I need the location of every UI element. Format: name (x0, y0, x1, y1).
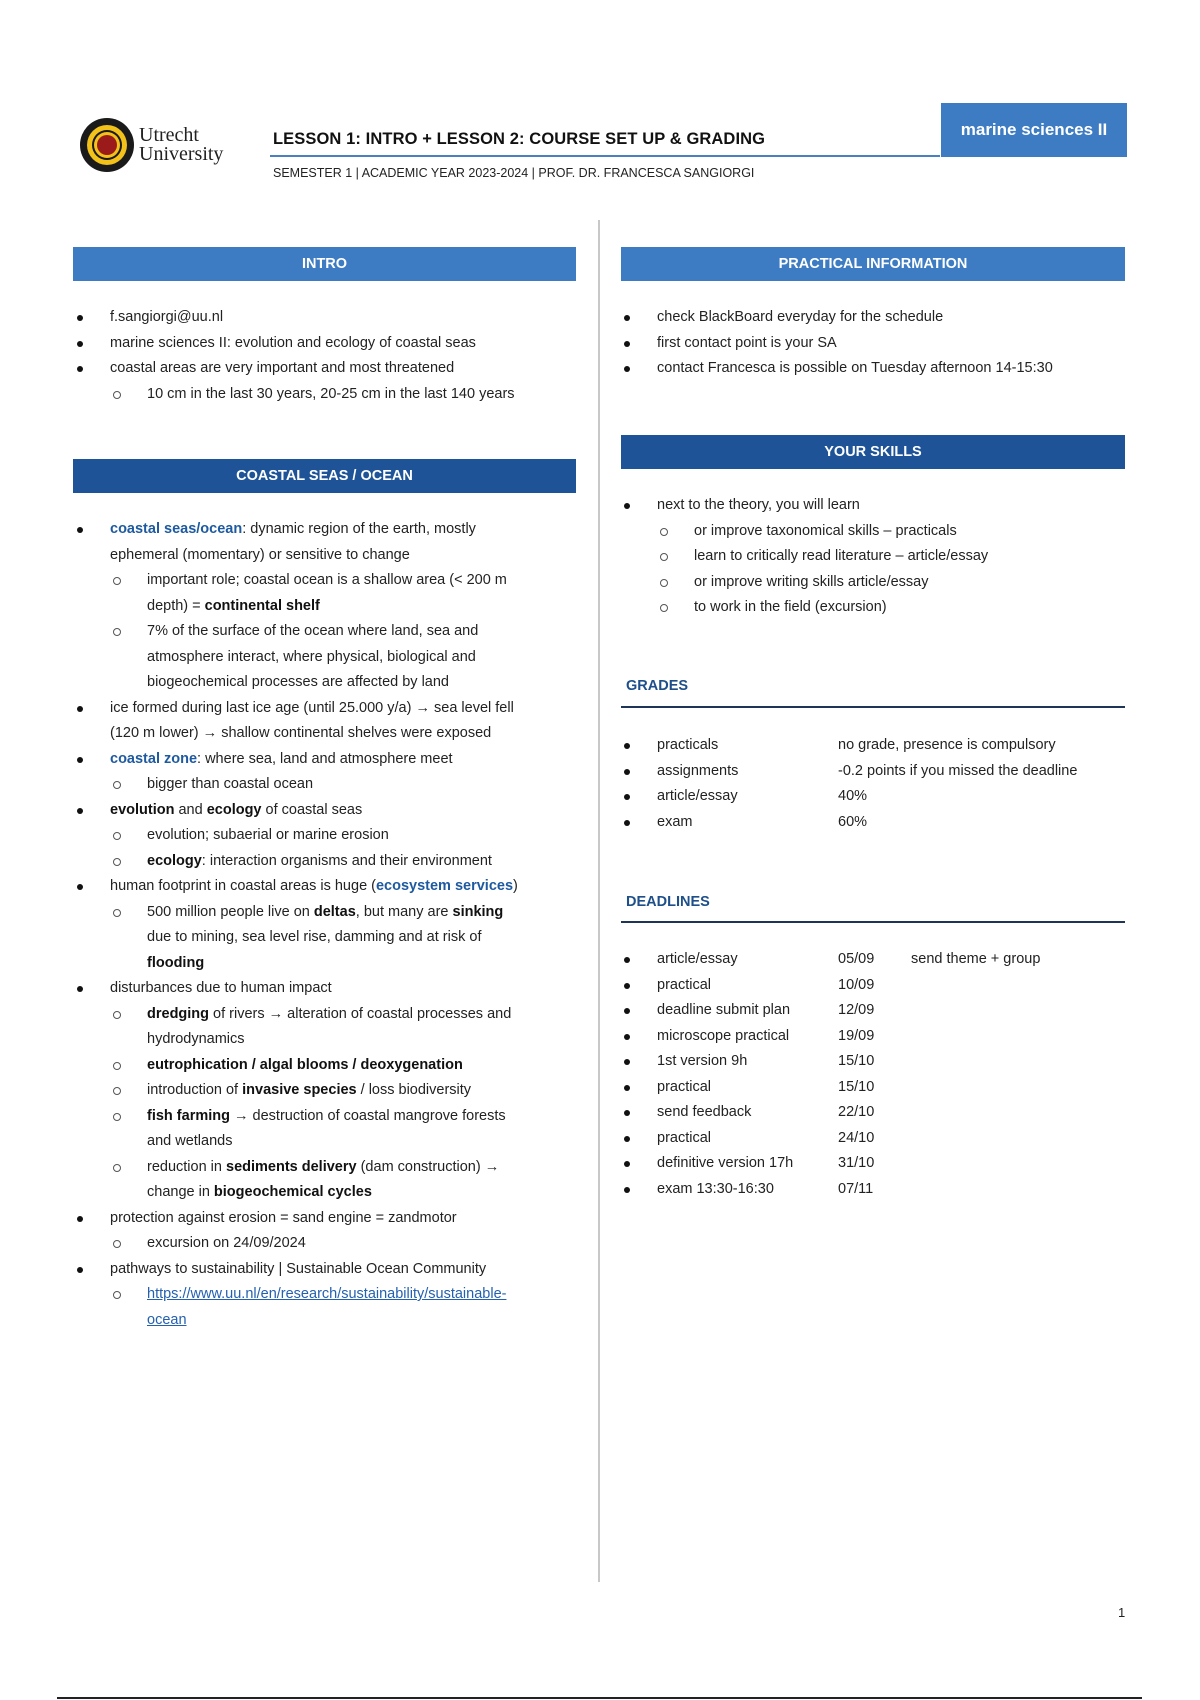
deadline-row (622, 1075, 1132, 1101)
text: hydrodynamics (147, 1031, 245, 1047)
list-item: or improve writing skills article/essay (622, 570, 1142, 596)
text: and wetlands (147, 1133, 233, 1149)
grade-value: 40% (838, 788, 868, 804)
deadline-date: 07/11 (838, 1180, 874, 1197)
grade-value: no grade, presence is compulsory (838, 737, 1056, 753)
term-evolution: evolution (110, 801, 175, 818)
list-item: to work in the field (excursion) (622, 595, 1142, 621)
university-seal-icon (80, 118, 134, 172)
sustainable-ocean-link[interactable] (147, 1286, 506, 1328)
list-item (75, 619, 590, 696)
deadline-row (622, 998, 1132, 1024)
text: → destruction of coastal mangrove forests (229, 1107, 506, 1124)
grade-item: practicals (657, 737, 719, 753)
text: ice formed during last ice age (until 25.000 y/a) → sea level fell (110, 699, 514, 716)
term-flooding: flooding (147, 954, 205, 971)
deadline-item: microscope practical (657, 1027, 790, 1044)
text: human footprint in coastal areas is huge ( (110, 878, 376, 894)
list-item (75, 1104, 590, 1155)
term-sediments-delivery: sediments delivery (226, 1158, 357, 1175)
text: due to mining, sea level rise, damming and at risk of (147, 929, 482, 945)
list-item (75, 568, 590, 619)
deadline-date: 05/09 (838, 951, 875, 967)
document-title: LESSON 1: INTRO + LESSON 2: COURSE SET UP & GRADING (273, 130, 766, 148)
skills-list (622, 493, 1142, 621)
deadline-item: practical (657, 1129, 711, 1146)
list-item (75, 798, 590, 824)
deadline-date: 15/10 (838, 1053, 875, 1069)
text: : where sea, land and atmosphere meet (197, 750, 453, 767)
text: depth) = (147, 597, 205, 614)
term-invasive-species: invasive species (242, 1082, 357, 1098)
intro-heading: INTRO (73, 247, 576, 281)
text: biogeochemical processes are affected by land (147, 674, 450, 690)
term-eutrophication: eutrophication / algal blooms / deoxygenation (147, 1056, 463, 1073)
term-coastal-seas: coastal seas/ocean (110, 521, 243, 537)
list-item (75, 1155, 590, 1206)
list-item (75, 1053, 590, 1079)
list-item: marine sciences II: evolution and ecology of coastal seas (75, 331, 585, 357)
text: , but many are (355, 903, 453, 920)
text: ) (513, 878, 518, 894)
list-item (75, 874, 590, 900)
grade-item: article/essay (657, 788, 738, 804)
grade-row (622, 784, 1132, 810)
list-item: or improve taxonomical skills – practicals (622, 519, 1142, 545)
term-ecosystem-services: ecosystem services (375, 878, 514, 894)
list-item: evolution; subaerial or marine erosion (75, 823, 590, 849)
term-fish-farming: fish farming (147, 1107, 230, 1124)
list-item: next to the theory, you will learn (622, 493, 1142, 519)
deadline-note: send theme + group (911, 951, 1041, 967)
term-deltas: deltas (313, 903, 356, 920)
text: : interaction organisms and their environment (201, 852, 492, 869)
deadline-row (622, 1049, 1132, 1075)
text: (120 m lower) → shallow continental shelves were exposed (110, 725, 492, 741)
text: of rivers → alteration of coastal processes and (209, 1005, 512, 1022)
deadline-item: deadline submit plan (657, 1002, 791, 1018)
course-badge: marine sciences II (941, 103, 1127, 157)
list-item: protection against erosion = sand engine = zandmotor (75, 1206, 590, 1232)
link-text[interactable]: ocean (147, 1311, 187, 1328)
text: / loss biodiversity (356, 1082, 472, 1098)
deadline-item: practical (657, 976, 711, 993)
text: 7% of the surface of the ocean where land, sea and (147, 623, 479, 639)
term-continental-shelf: continental shelf (204, 597, 320, 614)
deadline-date: 19/09 (838, 1027, 875, 1044)
grade-row (622, 810, 1132, 836)
list-item: excursion on 24/09/2024 (75, 1231, 590, 1257)
deadline-item: exam 13:30-16:30 (657, 1180, 774, 1197)
term-sinking: sinking (452, 903, 504, 920)
list-item: check BlackBoard everyday for the schedule (622, 305, 1142, 331)
text: ephemeral (momentary) or sensitive to change (110, 546, 410, 563)
logo-line-1: Utrecht (139, 124, 199, 146)
logo-line-2: University (139, 143, 224, 165)
list-item (75, 849, 590, 875)
deadlines-rule (621, 921, 1125, 923)
grade-item: exam (657, 813, 693, 830)
deadline-date: 12/09 (838, 1002, 875, 1018)
list-item: disturbances due to human impact (75, 976, 590, 1002)
term-coastal-zone: coastal zone (110, 750, 198, 767)
text: atmosphere interact, where physical, biological and (147, 648, 476, 665)
text: and (174, 801, 207, 818)
text: important role; coastal ocean is a shallow area (< 200 m (147, 572, 507, 588)
deadline-row (622, 1024, 1132, 1050)
list-item (75, 696, 590, 747)
deadline-row (622, 1100, 1132, 1126)
deadline-row (622, 947, 1132, 973)
coastal-heading: COASTAL SEAS / OCEAN (73, 459, 576, 493)
deadline-row (622, 1151, 1132, 1177)
term-ecology: ecology (206, 801, 262, 818)
deadline-date: 24/10 (838, 1129, 875, 1146)
intro-list (75, 305, 585, 407)
deadline-row (622, 1177, 1132, 1203)
list-item (75, 747, 590, 773)
footer-rule (57, 1697, 1142, 1699)
text: (dam construction) → (356, 1158, 500, 1175)
grade-value: -0.2 points if you missed the deadline (838, 762, 1078, 779)
deadline-item: send feedback (657, 1104, 752, 1120)
grade-item: assignments (657, 762, 739, 779)
text: change in (147, 1184, 214, 1200)
term-biogeochemical-cycles: biogeochemical cycles (213, 1184, 372, 1200)
deadline-item: article/essay (657, 951, 738, 967)
deadline-date: 31/10 (838, 1155, 875, 1171)
deadline-date: 10/09 (838, 976, 875, 993)
coastal-list (75, 517, 590, 1333)
list-item: coastal areas are very important and most threatened (75, 356, 585, 382)
text: 500 million people live on (147, 903, 314, 920)
grades-rule (621, 706, 1125, 708)
term-ecology: ecology (147, 852, 202, 869)
term-dredging: dredging (147, 1005, 210, 1022)
deadline-item: practical (657, 1078, 711, 1095)
list-item: 10 cm in the last 30 years, 20-25 cm in the last 140 years (75, 382, 585, 408)
university-logo (80, 118, 223, 172)
deadlines-heading: DEADLINES (626, 894, 710, 910)
deadline-item: definitive version 17h (657, 1155, 794, 1171)
deadline-row (622, 1126, 1132, 1152)
deadline-row (622, 973, 1132, 999)
text: introduction of (147, 1082, 243, 1098)
list-item: f.sangiorgi@uu.nl (75, 305, 585, 331)
text: reduction in (147, 1158, 226, 1175)
grade-row (622, 733, 1132, 759)
logo-text (139, 126, 223, 164)
list-item (75, 517, 590, 568)
page-number: 1 (1118, 1605, 1126, 1620)
list-item (75, 1282, 590, 1333)
list-item: first contact point is your SA (622, 331, 1142, 357)
grades-heading: GRADES (626, 678, 689, 694)
deadline-date: 15/10 (838, 1078, 875, 1095)
document-subtitle: SEMESTER 1 | ACADEMIC YEAR 2023-2024 | PROF. DR. FRANCESCA SANGIORGI (273, 166, 755, 180)
text: : dynamic region of the earth, mostly (242, 521, 476, 537)
grade-value: 60% (838, 813, 868, 830)
list-item: bigger than coastal ocean (75, 772, 590, 798)
list-item: pathways to sustainability | Sustainable Ocean Community (75, 1257, 590, 1283)
skills-heading: YOUR SKILLS (621, 435, 1125, 469)
grade-row (622, 759, 1132, 785)
list-item (75, 1078, 590, 1104)
column-divider (598, 220, 600, 1582)
list-item (75, 900, 590, 977)
title-rule (270, 155, 940, 157)
list-item (75, 1002, 590, 1053)
practical-list (622, 305, 1142, 382)
deadline-date: 22/10 (838, 1104, 875, 1120)
practical-heading: PRACTICAL INFORMATION (621, 247, 1125, 281)
list-item: learn to critically read literature – article/essay (622, 544, 1142, 570)
text: of coastal seas (261, 801, 363, 818)
link-text[interactable]: https://www.uu.nl/en/research/sustainability/sustainable- (147, 1286, 507, 1302)
deadline-item: 1st version 9h (657, 1053, 748, 1069)
list-item: contact Francesca is possible on Tuesday afternoon 14-15:30 (622, 356, 1142, 382)
